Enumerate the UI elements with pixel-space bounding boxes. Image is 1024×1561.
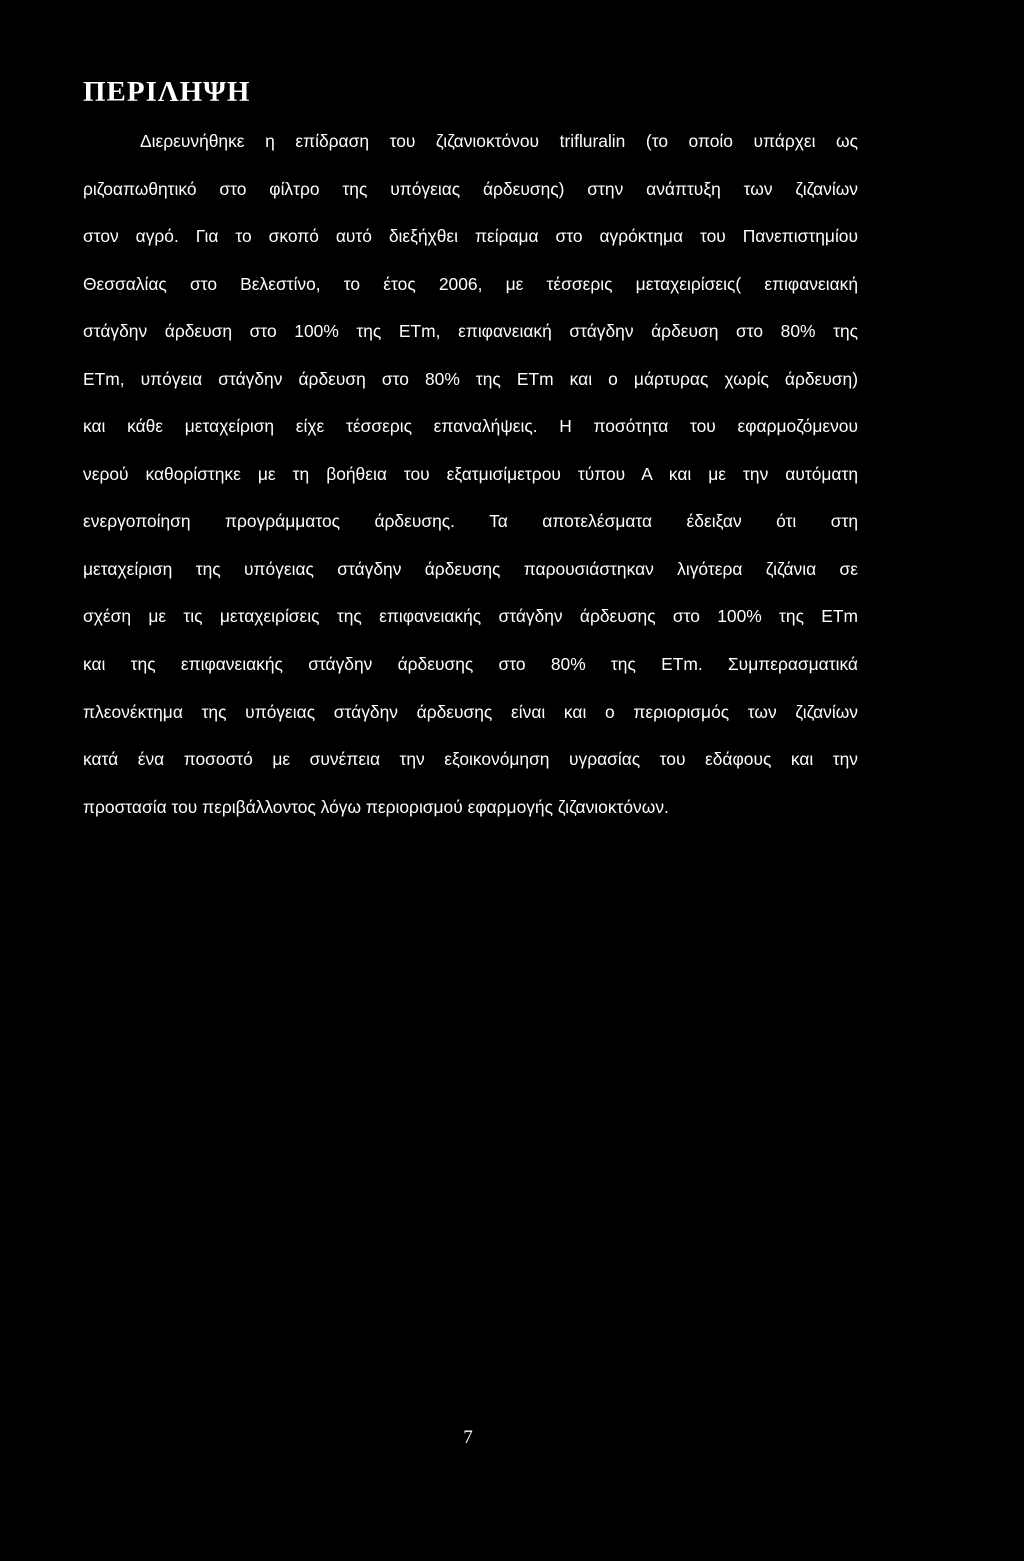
paragraph-line: πλεονέκτημα της υπόγειας στάγδην άρδευσης είναι και ο περιορισμός των ζιζανίων [83,701,858,722]
paragraph-line: Θεσσαλίας στο Βελεστίνο, το έτος 2006, με τέσσερις μεταχειρίσεις( επιφανειακή [83,273,858,294]
paragraph-line: κατά ένα ποσοστό με συνέπεια την εξοικονόμηση υγρασίας του εδάφους και την [83,749,858,770]
paragraph-line: στον αγρό. Για το σκοπό αυτό διεξήχθει πείραμα στο αγρόκτημα του Πανεπιστημίου [83,226,858,247]
paragraph-line: μεταχείριση της υπόγειας στάγδην άρδευσης παρουσιάστηκαν λιγότερα ζιζάνια σε [83,558,858,579]
abstract-paragraph [83,118,858,831]
paragraph-line: Διερευνήθηκε η επίδραση του ζιζανιοκτόνου trifluralin (το οποίο υπάρχει ως [140,131,858,151]
paragraph-line: ETm, υπόγεια στάγδην άρδευση στο 80% της ETm και ο μάρτυρας χωρίς άρδευση) [83,368,858,389]
paragraph-line: και της επιφανειακής στάγδην άρδευσης στο 80% της ETm. Συμπερασματικά [83,654,858,675]
section-heading: ΠΕΡΙΛΗΨΗ [83,76,251,108]
paragraph-line: ριζοαπωθητικό στο φίλτρο της υπόγειας άρδευσης) στην ανάπτυξη των ζιζανίων [83,178,858,199]
paragraph-line: ενεργοποίηση προγράμματος άρδευσης. Τα αποτελέσματα έδειξαν ότι στη [83,511,858,532]
paragraph-line: νερού καθορίστηκε με τη βοήθεια του εξατμισίμετρου τύπου Α και με την αυτόματη [83,463,858,484]
paragraph-line: στάγδην άρδευση στο 100% της ETm, επιφανειακή στάγδην άρδευση στο 80% της [83,321,858,342]
paragraph-line: και κάθε μεταχείριση είχε τέσσερις επαναλήψεις. Η ποσότητα του εφαρμοζόμενου [83,416,858,437]
page-number: 7 [463,1427,473,1448]
paragraph-line: σχέση με τις μεταχειρίσεις της επιφανειακής στάγδην άρδευσης στο 100% της ETm [83,606,858,627]
paragraph-line: προστασία του περιβάλλοντος λόγω περιορισμού εφαρμογής ζιζανιοκτόνων. [83,796,669,817]
